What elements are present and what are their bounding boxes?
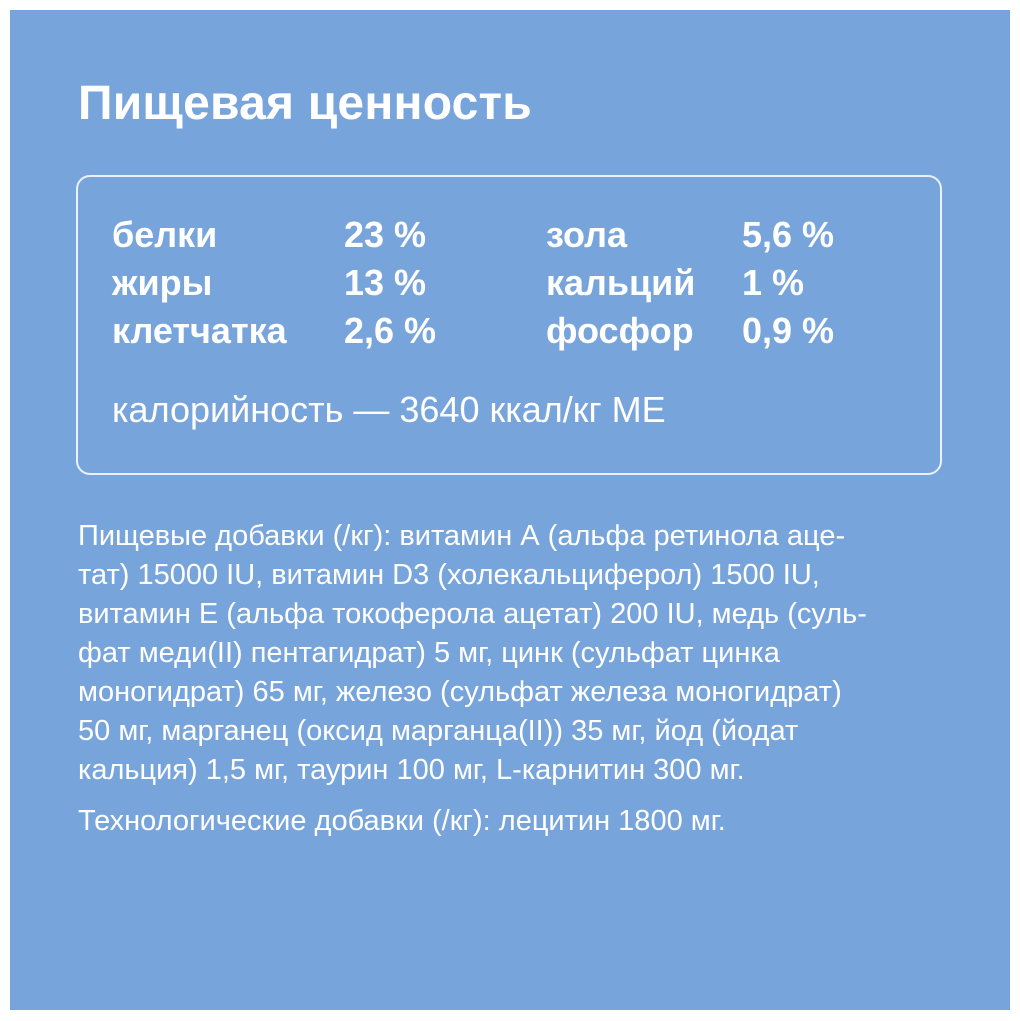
additives-line: Пищевые добавки (/кг): витамин А (альфа ретинола аце- (78, 520, 846, 552)
additives-line: тат) 15000 IU, витамин D3 (холекальциферол) 1500 IU, (78, 559, 820, 591)
nutrient-value-fiber: 2,6 % (344, 310, 437, 351)
additives-line: фат меди(II) пентагидрат) 5 мг, цинк (сульфат цинка (78, 637, 780, 669)
additives-line: моногидрат) 65 мг, железо (сульфат железа моногидрат) (78, 676, 842, 708)
nutrient-name-phosphorus: фосфор (546, 310, 694, 351)
additives-line: кальция) 1,5 мг, таурин 100 мг, L-карнитин 300 мг. (78, 754, 745, 786)
nutrition-panel (10, 10, 1010, 1010)
nutritional-additives (78, 517, 948, 790)
technological-additives: Технологические добавки (/кг): лецитин 1800 мг. (78, 805, 726, 837)
nutrient-grid (78, 177, 940, 473)
calorie-content: калорийность — 3640 ккал/кг ME (112, 389, 666, 430)
nutrition-box (76, 175, 942, 475)
additives-line: витамин Е (альфа токоферола ацетат) 200 IU, медь (суль- (78, 598, 867, 630)
nutrient-value-phosphorus: 0,9 % (742, 310, 835, 351)
nutrient-value-protein: 23 % (344, 214, 427, 255)
nutrient-name-fiber: клетчатка (112, 310, 287, 351)
nutrient-value-ash: 5,6 % (742, 214, 835, 255)
nutrient-name-ash: зола (546, 214, 627, 255)
nutrient-name-calcium: кальций (546, 262, 696, 303)
nutrient-name-protein: белки (112, 214, 218, 255)
additives-line: 50 мг, марганец (оксид марганца(II)) 35 мг, йод (йодат (78, 715, 799, 747)
nutrient-value-fat: 13 % (344, 262, 427, 303)
nutrient-value-calcium: 1 % (742, 262, 805, 303)
page-title: Пищевая ценность (78, 77, 532, 130)
nutrient-name-fat: жиры (112, 262, 213, 303)
